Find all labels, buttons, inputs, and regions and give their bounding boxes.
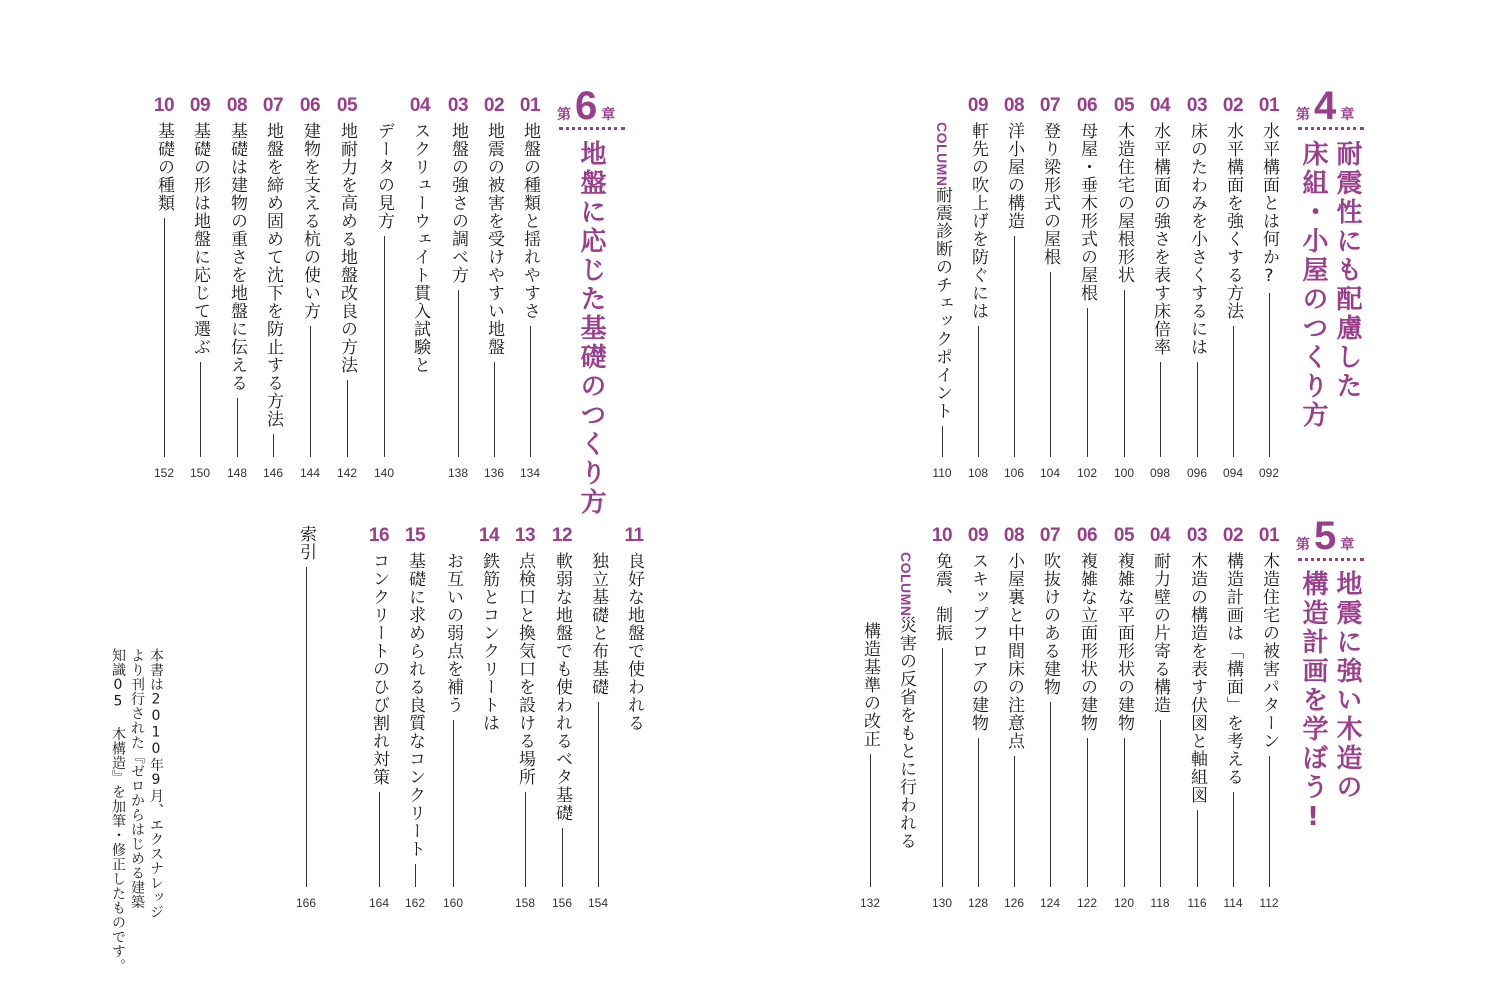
toc-entry[interactable] [1179,552,1215,911]
leader-line [1087,308,1088,457]
chapter-suffix: 章 [1340,107,1355,123]
chapter-5-title-line-1: 地震に強い木造の [1332,570,1362,802]
toc-entry[interactable] [361,552,397,911]
note-line: 知識05 木構造』を加筆・修正したものです。 [110,648,126,973]
leader-line [870,754,871,887]
leader-line [1197,362,1198,457]
leader-line [1269,756,1270,887]
chapter-6-title: 地盤に応じた基礎のつくり方 [576,140,606,517]
leader-line [453,720,454,887]
toc-entry[interactable] [1142,552,1178,911]
page-number: 114 [1223,896,1243,910]
page-number: 138 [447,466,469,480]
entry-number: 09 [967,525,989,546]
toc-entry[interactable] [507,552,543,911]
page-number: 094 [1222,466,1244,480]
page-number: 166 [295,896,317,910]
leader-line [347,380,348,457]
leader-line [1014,756,1015,887]
toc-entry-column[interactable] [924,122,960,481]
toc-entry[interactable] [471,552,507,802]
page-number: 130 [931,896,953,910]
leader-line [306,567,307,887]
leader-line [942,648,943,887]
toc-entry[interactable] [402,122,438,402]
leader-line [1197,810,1198,887]
chapter-suffix: 章 [601,107,616,123]
page-number: 106 [1003,466,1025,480]
leader-line [1160,362,1161,457]
entry-title: 水平構面の強さを表す床倍率 [1150,122,1170,356]
toc-entry[interactable] [440,122,476,481]
toc-entry[interactable] [255,122,291,481]
toc-entry[interactable] [1032,122,1068,481]
leader-line [415,864,416,887]
page-number: 120 [1113,896,1135,910]
entry-title: 複雑な立面形状の建物 [1077,552,1097,732]
leader-line [598,702,599,887]
note-line: より刊行された『ゼロからはじめる建築 [129,648,145,909]
chapter-prefix: 第 [557,107,571,123]
leader-line [1124,738,1125,887]
chapter-4-title-line-2: 床組・小屋のつくり方 [1298,140,1328,430]
toc-entry-continuation[interactable] [580,552,616,911]
entry-title: 母屋・垂木形式の屋根 [1077,122,1097,302]
page-number: 134 [519,466,541,480]
page-number: 092 [1258,466,1280,480]
entry-title: コンクリートのひび割れ対策 [369,552,389,786]
toc-entry[interactable] [616,552,652,802]
toc-entry[interactable] [1142,122,1178,481]
toc-entry-column[interactable] [888,552,924,872]
entry-number: 04 [409,95,431,116]
entry-title-line-2: データの見方 [374,122,394,230]
toc-entry[interactable] [146,122,182,481]
entry-number: 08 [1003,95,1025,116]
chapter-prefix: 第 [1296,107,1310,123]
page-number: 140 [373,466,395,480]
leader-line [310,326,311,457]
toc-entry[interactable] [1251,122,1287,481]
entry-title-line-2: 独立基礎と布基礎 [588,552,608,696]
page-number: 122 [1076,896,1098,910]
leader-line [1087,738,1088,887]
toc-entry[interactable] [1215,552,1251,911]
entry-number: 01 [519,95,541,116]
toc-entry[interactable] [476,122,512,481]
entry-number: 03 [447,95,469,116]
page-number: 162 [404,896,426,910]
entry-title: 洋小屋の構造 [1004,122,1024,230]
toc-entry[interactable] [1032,552,1068,911]
entry-title: 耐力壁の片寄る構造 [1150,552,1170,714]
page-number: 142 [336,466,358,480]
chapter-number: 4 [1314,84,1337,128]
entry-number: 13 [514,525,536,546]
entry-number: 03 [1186,525,1208,546]
toc-entry[interactable] [996,122,1032,481]
leader-line [525,792,526,887]
leader-line [978,326,979,457]
toc-entry[interactable] [1251,552,1287,911]
entry-number: 08 [1003,525,1025,546]
page-number: 110 [932,466,952,480]
toc-entry[interactable] [996,552,1032,911]
entry-number: 03 [1186,95,1208,116]
entry-number: 12 [551,525,573,546]
chapter-divider [1298,127,1364,130]
entry-title: 小屋裏と中間床の注意点 [1004,552,1024,750]
page-number: 108 [967,466,989,480]
page-number: 126 [1003,896,1025,910]
page-number: 164 [368,896,390,910]
chapter-5-title-line-2: 構造計画を学ぼう! [1298,570,1328,835]
entry-number: 09 [967,95,989,116]
page-number: 104 [1039,466,1061,480]
entry-title-line-2: 構造基準の改正 [860,622,880,748]
entry-title-line-2: お互いの弱点を補う [443,552,463,714]
entry-number: 07 [1039,525,1061,546]
toc-entry[interactable] [960,122,996,481]
leader-line [1269,293,1270,457]
leader-line [200,362,201,457]
entry-number: 06 [1076,95,1098,116]
chapter-number: 5 [1314,514,1337,558]
page-number: 100 [1113,466,1135,480]
entry-number: 02 [1222,95,1244,116]
page-number: 160 [442,896,464,910]
leader-line [942,426,943,457]
entry-title: 基礎の種類 [154,122,174,212]
entry-title: 基礎の形は地盤に応じて選ぶ [190,122,210,356]
toc-entry[interactable] [924,552,960,911]
chapter-4-title-line-1: 耐震性にも配慮した [1332,140,1362,401]
chapter-suffix: 章 [1340,537,1355,553]
page-number: 144 [299,466,321,480]
leader-line [384,236,385,457]
leader-line [379,792,380,887]
leader-line [1050,272,1051,457]
page-number: 150 [189,466,211,480]
page-number: 124 [1039,896,1061,910]
entry-title: スキップフロアの建物 [968,552,988,732]
entry-title: 吹抜けのある建物 [1040,552,1060,696]
entry-number: 01 [1258,525,1280,546]
toc-entry-index[interactable] [288,525,324,911]
page-number: 158 [514,896,536,910]
entry-title: 地耐力を高める地盤改良の方法 [337,122,357,374]
entry-number: 02 [1222,525,1244,546]
column-label: COLUMN [898,552,914,617]
toc-entry[interactable] [182,122,218,481]
entry-number: 11 [624,525,644,546]
entry-number: 04 [1149,525,1171,546]
page-number: 098 [1149,466,1171,480]
entry-title: 木造住宅の被害パターン [1259,552,1279,750]
entry-title: 木造の構造を表す伏図と軸組図 [1187,552,1207,804]
entry-title: 地盤の強さの調べ方 [448,122,468,284]
column-label: COLUMN [934,122,950,187]
entry-number: 05 [336,95,358,116]
entry-title: 良好な地盤で使われる [624,552,644,732]
toc-entry[interactable] [1215,122,1251,481]
entry-title: 鉄筋とコンクリートは [479,552,499,732]
toc-entry[interactable] [292,122,328,481]
leader-line [164,218,165,457]
entry-number: 10 [931,525,953,546]
entry-number: 16 [368,525,390,546]
toc-entry[interactable] [1106,122,1142,481]
entry-number: 05 [1113,95,1135,116]
toc-entry[interactable] [1179,122,1215,481]
leader-line [458,290,459,457]
entry-number: 08 [226,95,248,116]
page-number: 148 [226,466,248,480]
entry-number: 06 [299,95,321,116]
page-number: 146 [262,466,284,480]
leader-line [1124,290,1125,457]
toc-entry[interactable] [1069,552,1105,911]
chapter-5-heading [1296,516,1354,556]
toc-entry[interactable] [329,122,365,481]
page-number: 102 [1076,466,1098,480]
toc-entry-continuation[interactable] [366,122,402,481]
toc-entry[interactable] [1106,552,1142,911]
chapter-divider [559,127,625,130]
page-number: 128 [967,896,989,910]
leader-line [1233,326,1234,457]
entry-title: 水平構面とは何か? [1259,122,1279,287]
entry-title: 地盤を締め固めて沈下を防止する方法 [263,122,283,428]
entry-number: 10 [153,95,175,116]
page-number: 136 [483,466,505,480]
entry-title: 複雑な平面形状の建物 [1114,552,1134,732]
entry-title: 基礎は建物の重さを地盤に伝える [227,122,247,392]
entry-title: 木造住宅の屋根形状 [1114,122,1134,284]
page-number: 154 [587,896,609,910]
note-line: 本書は2010年9月、エクスナレッジ [148,648,164,919]
entry-title: 軒先の吹上げを防ぐには [968,122,988,320]
leader-line [1160,720,1161,887]
leader-line [530,326,531,457]
entry-number: 01 [1258,95,1280,116]
toc-entry[interactable] [960,552,996,911]
leader-line [1050,702,1051,887]
page-number: 096 [1186,466,1208,480]
entry-title: 点検口と換気口を設ける場所 [515,552,535,786]
page-number: 118 [1150,896,1170,910]
entry-number: 15 [404,525,426,546]
entry-title: 地盤の種類と揺れやすさ [520,122,540,320]
publication-note [108,648,165,973]
entry-number: 05 [1113,525,1135,546]
toc-entry[interactable] [544,552,580,911]
entry-number: 02 [483,95,505,116]
leader-line [237,398,238,457]
toc-entry[interactable] [219,122,255,481]
page-number: 116 [1187,896,1207,910]
entry-title: 地震の被害を受けやすい地盤 [484,122,504,356]
entry-number: 04 [1149,95,1171,116]
leader-line [562,828,563,887]
toc-entry-continuation[interactable] [435,552,471,911]
leader-line [978,738,979,887]
chapter-4-heading [1296,86,1354,126]
entry-number: 14 [478,525,500,546]
entry-title: 建物を支える杭の使い方 [300,122,320,320]
toc-entry-continuation[interactable] [852,622,888,911]
entry-title: スクリューウェイト貫入試験と [410,122,430,374]
leader-line [1014,236,1015,457]
toc-entry[interactable] [397,552,433,911]
chapter-divider [1298,558,1364,561]
toc-entry[interactable] [1069,122,1105,481]
entry-title: 災害の反省をもとに行われる [896,616,916,851]
index-title: 索引 [296,525,316,561]
toc-entry[interactable] [512,122,548,481]
entry-title: 構造計画は「構面」を考える [1223,552,1243,786]
entry-number: 09 [189,95,211,116]
page-number: 132 [859,896,881,910]
entry-title: 免震、制振 [932,552,952,642]
page-number: 112 [1259,896,1279,910]
entry-title: 床のたわみを小さくするには [1187,122,1207,356]
entry-title: 耐震診断のチェックポイント [932,186,952,421]
entry-number: 07 [262,95,284,116]
chapter-number: 6 [575,84,598,128]
entry-title: 登り梁形式の屋根 [1040,122,1060,266]
entry-number: 07 [1039,95,1061,116]
leader-line [494,362,495,457]
leader-line [273,434,274,457]
page-number: 156 [551,896,573,910]
chapter-prefix: 第 [1296,537,1310,553]
page-number: 152 [153,466,175,480]
chapter-6-heading [557,86,615,126]
entry-title: 基礎に求められる良質なコンクリート [405,552,425,858]
leader-line [1233,792,1234,887]
entry-number: 06 [1076,525,1098,546]
entry-title: 水平構面を強くする方法 [1223,122,1243,320]
entry-title: 軟弱な地盤でも使われるベタ基礎 [552,552,572,822]
